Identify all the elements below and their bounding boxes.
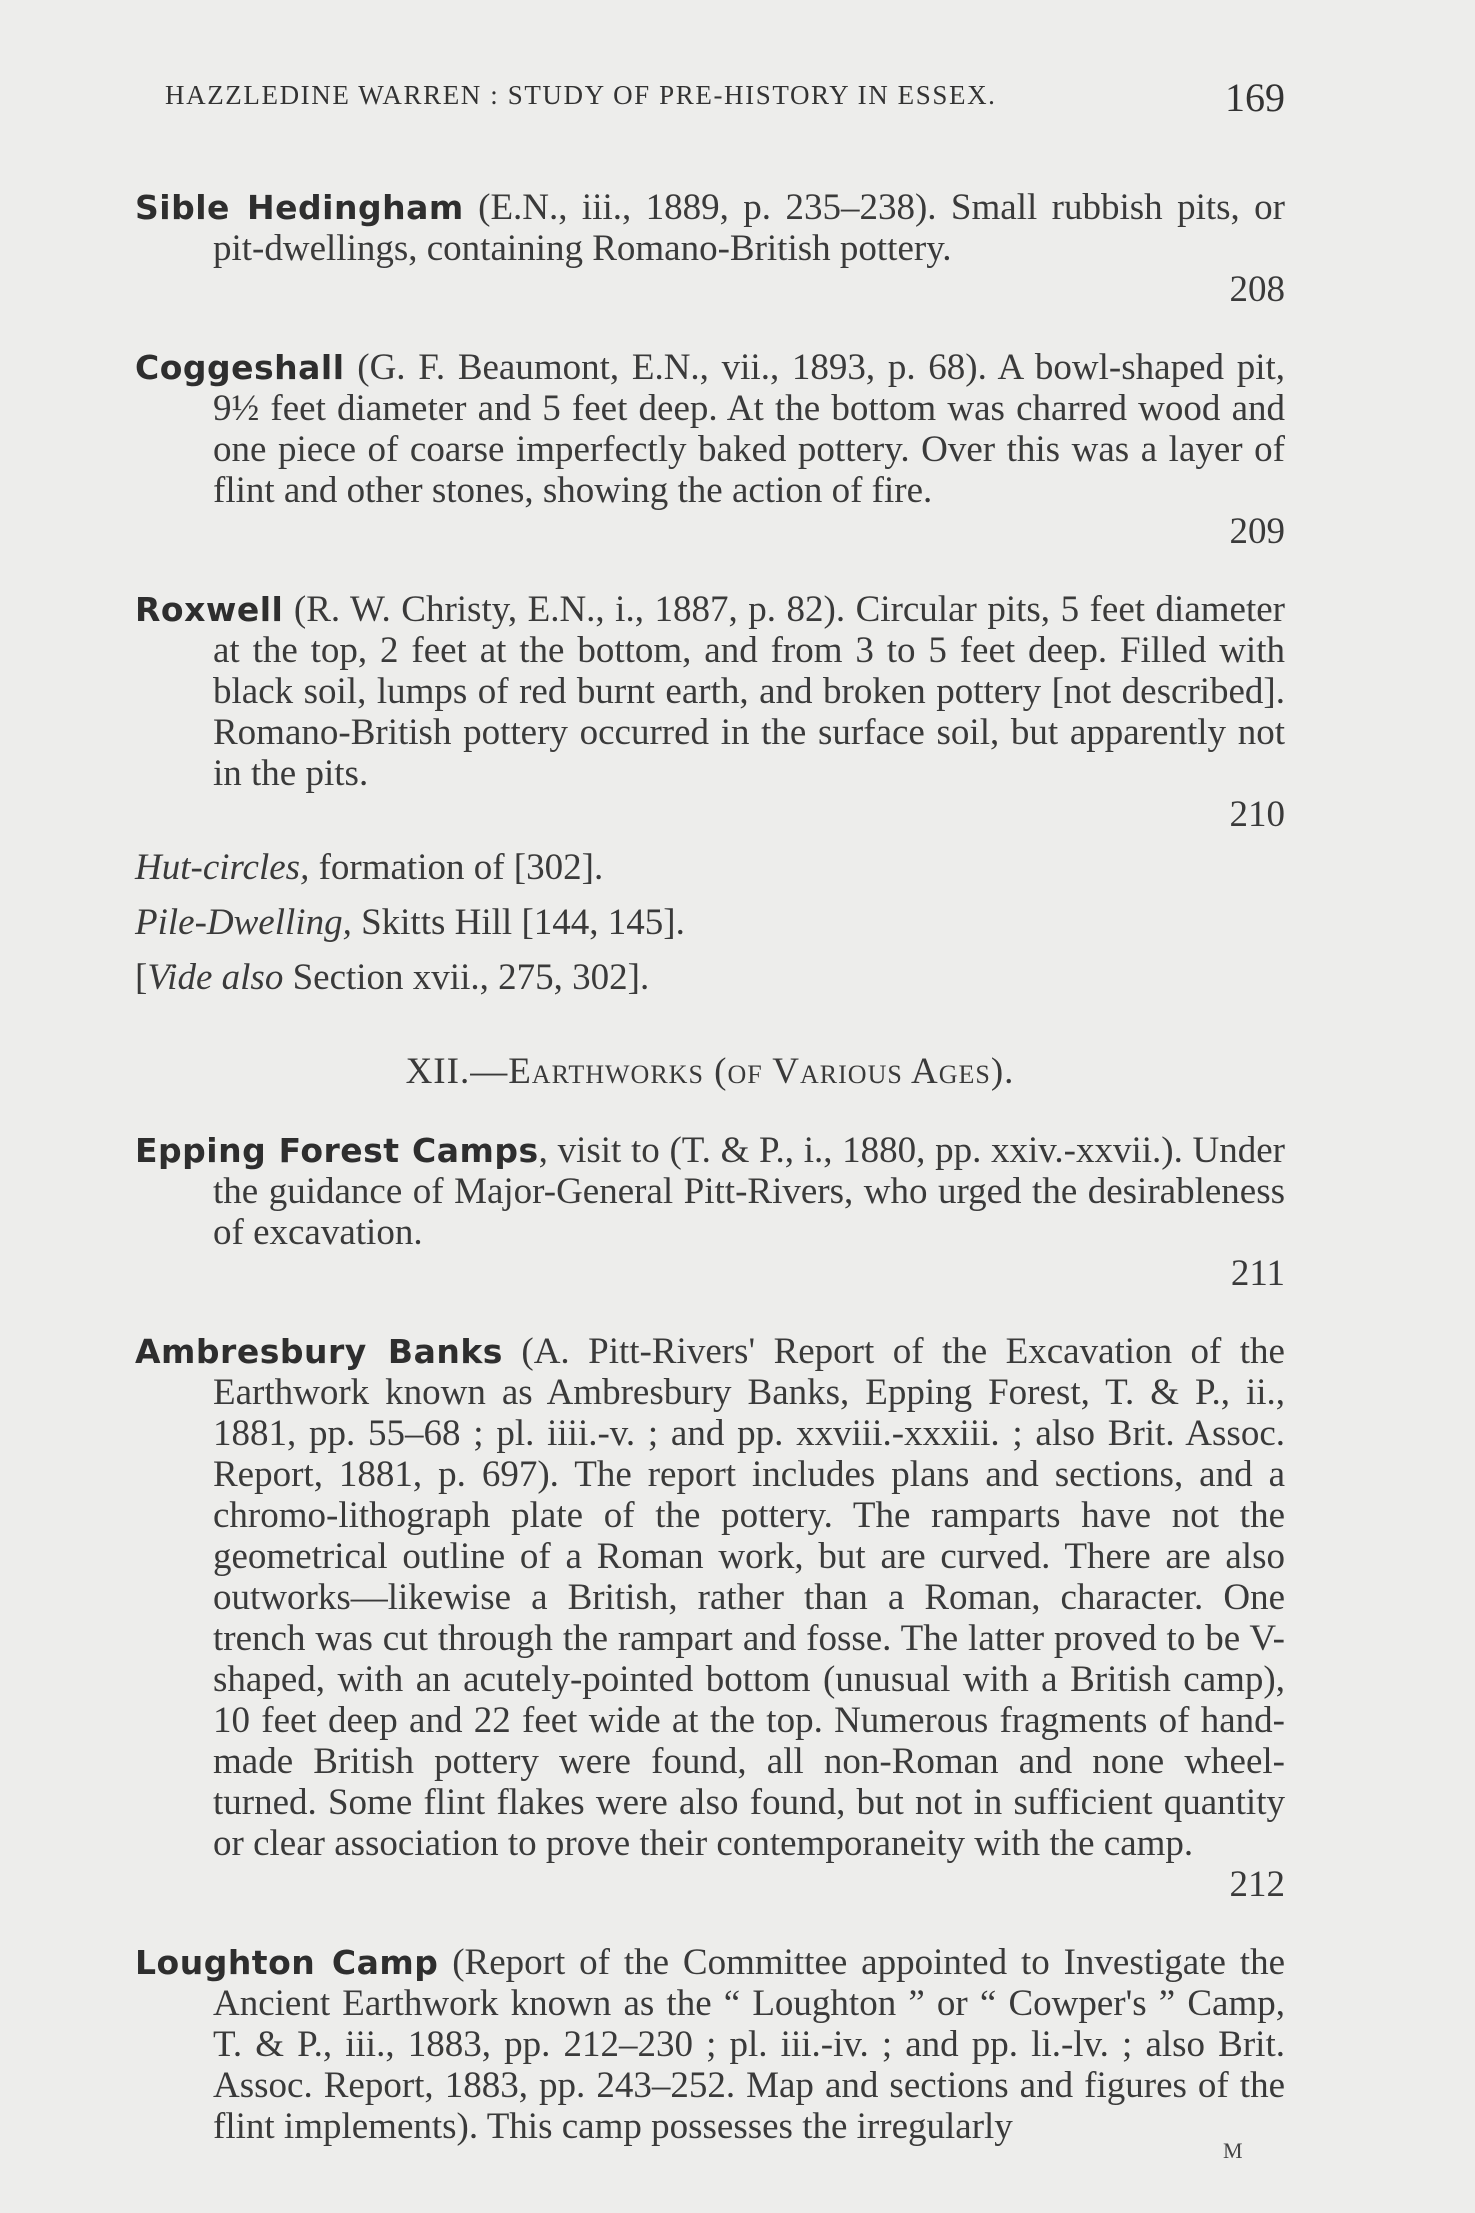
entry-loughton-camp bbox=[135, 1942, 1285, 2147]
entry-text: , visit to (T. & P., i., 1880, pp. xxiv.-xxvii.). Under the guidance of Major-General Pitt-Rivers, who urged the desirableness of excavation. bbox=[213, 1130, 1286, 1253]
entry-text: (E.N., iii., 1889, p. 235–238). Small rubbish pits, or pit-dwellings, containing Romano-British pottery. bbox=[213, 187, 1285, 269]
page-number: 169 bbox=[1225, 75, 1285, 120]
entry-number: 212 bbox=[1229, 1864, 1285, 1905]
section-heading: XII.—Earthworks (of Various Ages). bbox=[405, 1051, 1015, 1092]
entry-number: 209 bbox=[1229, 511, 1285, 552]
cross-reference-text: formation of [302]. bbox=[309, 847, 604, 888]
entry-heading: Coggeshall bbox=[135, 348, 345, 387]
cross-reference-vide-also bbox=[135, 957, 1285, 998]
entry-text: (R. W. Christy, E.N., i., 1887, p. 82). Circular pits, 5 feet diameter at the top, 2 feet at the bottom, and from 3 to 5 feet deep. Filled with black soil, lumps of red burnt earth, and broken pottery [not described]. Romano-British pottery occurred in the surface soil, but apparently not in the pits. bbox=[213, 589, 1285, 794]
entry-heading: Roxwell bbox=[135, 590, 284, 629]
signature-mark: M bbox=[1223, 2138, 1244, 2163]
cross-reference-term: Pile-Dwelling, bbox=[135, 902, 352, 943]
entry-text: (G. F. Beaumont, E.N., vii., 1893, p. 68). A bowl-shaped pit, 9½ feet diameter and 5 feet deep. At the bottom was charred wood and one piece of coarse imperfectly baked pottery. Over this was a layer of flint and other stones, showing the action of fire. bbox=[213, 347, 1285, 511]
cross-reference-bracket: [ bbox=[135, 957, 148, 998]
cross-reference-term: Hut-circles, bbox=[135, 847, 310, 888]
entry-ambresbury-banks bbox=[135, 1331, 1285, 1905]
entry-text: (Report of the Committee appointed to Investigate the Ancient Earthwork known as the “ Loughton ” or “ Cowper's ” Camp, T. & P., iii., 1883, pp. 212–230 ; pl. iii.-iv. ; and pp. li.-lv. ; also Brit. Assoc. Report, 1883, pp. 243–252. Map and sections and figures of the flint implements). This camp possesses the irregularly bbox=[213, 1942, 1285, 2147]
page-body bbox=[135, 150, 1285, 2159]
entry-sible-hedingham bbox=[135, 187, 1285, 310]
entry-number: 211 bbox=[1230, 1253, 1285, 1294]
entry-coggeshall bbox=[135, 347, 1285, 552]
cross-reference-pile-dwelling bbox=[135, 902, 1285, 943]
entry-roxwell bbox=[135, 589, 1285, 835]
running-header bbox=[165, 75, 1315, 120]
entry-text: (A. Pitt-Rivers' Report of the Excavation of the Earthwork known as Ambresbury Banks, Epping Forest, T. & P., ii., 1881, pp. 55–68 ; pl. iiii.-v. ; and pp. xxviii.-xxxiii. ; also Brit. Assoc. Report, 1881, p. 697). The report includes plans and sections, and a chromo-lithograph plate of the pottery. The ramparts have not the geometrical outline of a Roman work, but are curved. There are also outworks—likewise a British, rather than a Roman, character. One trench was cut through the rampart and fosse. The latter proved to be V-shaped, with an acutely-pointed bottom (unusual with a British camp), 10 feet deep and 22 feet wide at the top. Numerous fragments of hand-made British pottery were found, all non-Roman and none wheel-turned. Some flint flakes were also found, but not in sufficient quantity or clear association to prove their contemporaneity with the camp. bbox=[213, 1331, 1285, 1864]
entry-number: 210 bbox=[1229, 794, 1285, 835]
entry-heading: Loughton Camp bbox=[135, 1943, 439, 1982]
entry-heading: Epping Forest Camps bbox=[135, 1131, 539, 1170]
cross-reference-term: Vide also bbox=[147, 957, 284, 998]
entry-heading: Ambresbury Banks bbox=[135, 1332, 503, 1371]
cross-reference-text: Skitts Hill [144, 145]. bbox=[351, 902, 685, 943]
cross-reference-hut-circles bbox=[135, 847, 1285, 888]
running-title: HAZZLEDINE WARREN : STUDY OF PRE-HISTORY IN ESSEX. bbox=[165, 80, 997, 110]
entry-epping-forest-camps bbox=[135, 1130, 1285, 1294]
entry-heading: Sible Hedingham bbox=[135, 188, 464, 227]
entry-number: 208 bbox=[1229, 269, 1285, 310]
cross-reference-text: Section xvii., 275, 302]. bbox=[283, 957, 650, 998]
